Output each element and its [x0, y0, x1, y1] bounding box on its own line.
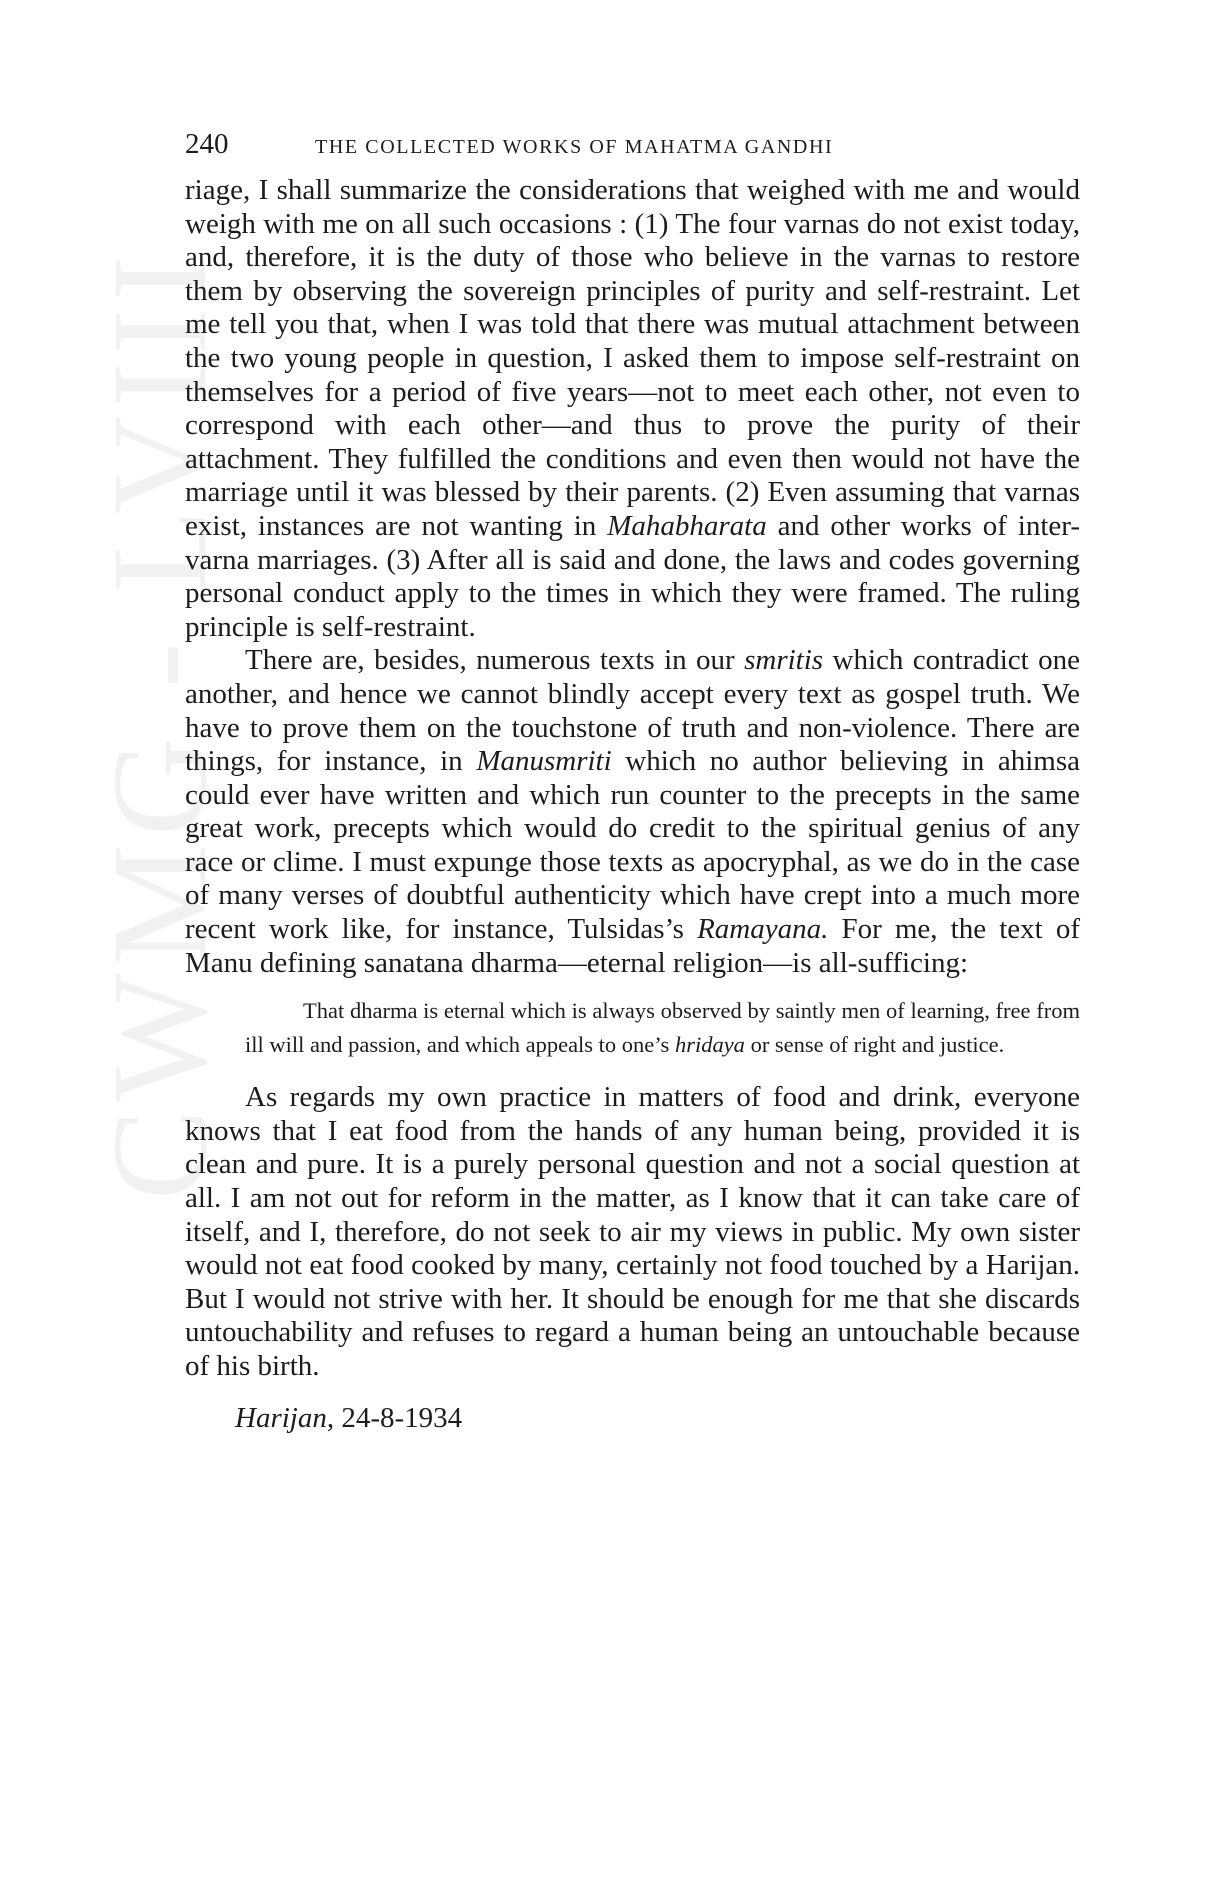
source-date: , 24-8-1934 [326, 1401, 463, 1434]
watermark-text: CWMG - LVIII [85, 247, 235, 1200]
paragraph-2-italic-1: smritis [744, 644, 824, 677]
paragraph-2-text-2: which contradict one another, and hence we cannot blindly accept every text as gospel truth. We have to prove them on the touchstone of truth and non-violence. There are things, for instance, in [185, 644, 1081, 778]
quote-paragraph [245, 994, 1080, 1061]
source-citation [185, 1402, 1080, 1436]
paragraph-2-text-3: which no author believing in ahimsa could ever have written and which run counter to the precepts in the same great work, precepts which would do credit to the spiritual genius of any race or clime. I must expunge those texts as apocryphal, as we do in the case of many verses of doubtful authenticity which have crept into a much more recent work like, for instance, Tulsidas’s [185, 745, 1080, 946]
paragraph-1-text-1: riage, I shall summarize the considerations that weighed with me and would weigh with me on all such occasions : (1) The four varnas do not exist today, and, therefore, it is the duty of those who believe in the varnas to restore them by observing the sovereign principles of purity and self-restraint. Let me tell you that, when I was told that there was mutual attachment between the two young people in question, I asked them to impose self-restraint on themselves for a period of five years—not to meet each other, not even to correspond with each other—and thus to prove the purity of their attachment. They fulfilled the conditions and even then would not have the marriage until it was blessed by their parents. (2) Even assuming that varnas exist, instances are not wanting in [185, 174, 1080, 542]
paragraph-2-italic-3: Ramayana. [697, 913, 829, 946]
running-head [185, 128, 1080, 164]
quote-text-2: or sense of right and justice. [744, 1031, 1005, 1057]
page-number: 240 [185, 128, 229, 160]
paragraph-1-italic-1: Mahabharata [607, 509, 767, 542]
paragraph-2 [185, 644, 1080, 980]
block-quote [245, 994, 1080, 1061]
paragraph-2-text-4: For me, the text of Manu defining sanatana dharma—eternal religion—is all-sufficing: [185, 913, 1080, 979]
page [185, 128, 1080, 1435]
quote-italic-1: hridaya [674, 1031, 745, 1057]
paragraph-3 [185, 1081, 1080, 1383]
paragraph-3-text-1: As regards my own practice in matters of food and drink, everyone knows that I eat food from the hands of any human being, provided it is clean and pure. It is a purely personal question and not a social question at all. I am not out for reform in the matter, as I know that it can take care of itself, and I, therefore, do not seek to air my views in public. My own sister would not eat food cooked by many, certainly not food touched by a Harijan. But I would not strive with her. It should be enough for me that she discards untouchability and refuses to regard a human being an untouchable because of his birth. [185, 1081, 1080, 1382]
paragraph-2-italic-2: Manusmriti [476, 745, 612, 778]
book-title: THE COLLECTED WORKS OF MAHATMA GANDHI [315, 136, 834, 158]
body-text [185, 174, 1080, 1435]
source-publication: Harijan [235, 1401, 327, 1434]
quote-text-1: That dharma is eternal which is always observed by saintly men of learning, free from ill will and passion, and which appeals to one’s [245, 998, 1080, 1057]
paragraph-2-text-1: There are, besides, numerous texts in our [245, 644, 745, 677]
paragraph-1 [185, 174, 1080, 644]
paragraph-1-text-2: and other works of inter-varna marriages. (3) After all is said and done, the laws and codes governing personal conduct apply to the times in which they were framed. The ruling principle is self-restraint. [185, 509, 1081, 643]
